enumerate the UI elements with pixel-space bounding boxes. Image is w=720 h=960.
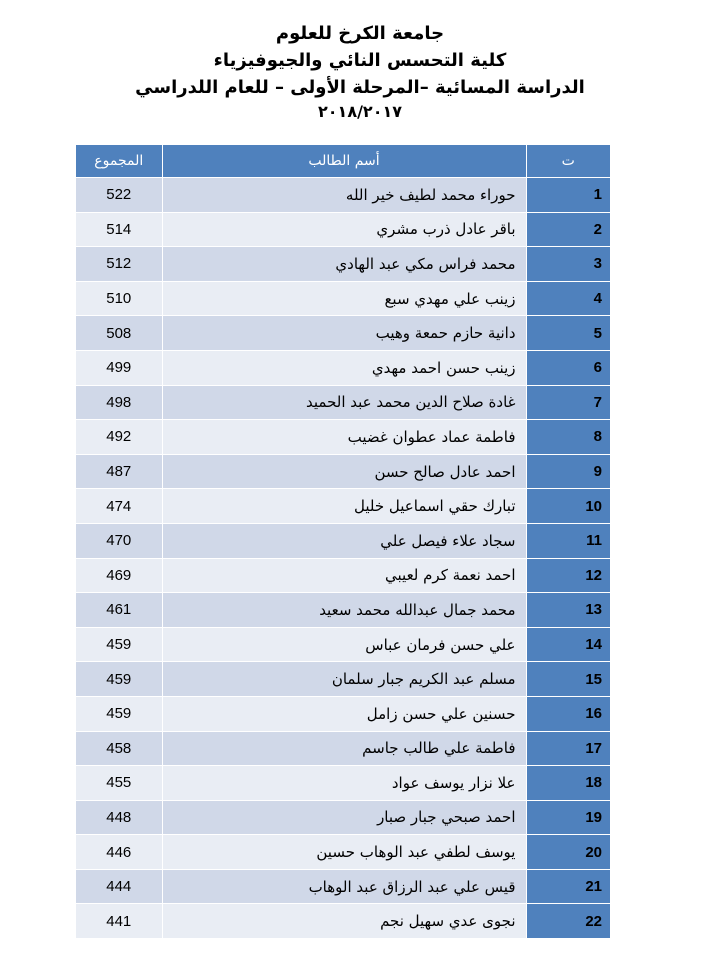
- table-row: [76, 731, 610, 766]
- student-name-cell: سجاد علاء فيصل علي: [162, 523, 526, 558]
- table-row: [76, 800, 610, 835]
- header-sequence-number: ت: [526, 145, 610, 178]
- student-name-cell: نجوى عدي سهيل نجم: [162, 904, 526, 938]
- total-score-cell: 514: [76, 212, 162, 247]
- student-name-cell: حوراء محمد لطيف خير الله: [162, 178, 526, 213]
- total-score-cell: 461: [76, 593, 162, 628]
- total-score-cell: 470: [76, 523, 162, 558]
- total-score-cell: 459: [76, 696, 162, 731]
- table-header-row: [76, 145, 610, 178]
- program-title: الدراسة المسائية –المرحلة الأولى – للعام اللدراسي: [135, 77, 585, 98]
- table-row: [76, 835, 610, 870]
- table-row: [76, 627, 610, 662]
- total-score-cell: 510: [76, 281, 162, 316]
- sequence-number-cell: 3: [526, 247, 610, 282]
- total-score-cell: 444: [76, 869, 162, 904]
- header-total: المجموع: [76, 145, 162, 178]
- sequence-number-cell: 19: [526, 800, 610, 835]
- total-score-cell: 441: [76, 904, 162, 938]
- sequence-number-cell: 18: [526, 766, 610, 801]
- student-name-cell: حسنين علي حسن زامل: [162, 696, 526, 731]
- table-row: [76, 212, 610, 247]
- table-row: [76, 489, 610, 524]
- table-row: [76, 593, 610, 628]
- university-title: جامعة الكرخ للعلوم: [275, 23, 445, 44]
- sequence-number-cell: 4: [526, 281, 610, 316]
- total-score-cell: 446: [76, 835, 162, 870]
- college-title: كلية التحسس النائي والجيوفيزياء: [213, 50, 507, 71]
- total-score-cell: 492: [76, 420, 162, 455]
- table-row: [76, 766, 610, 801]
- total-score-cell: 499: [76, 350, 162, 385]
- table-row: [76, 247, 610, 282]
- total-score-cell: 455: [76, 766, 162, 801]
- sequence-number-cell: 15: [526, 662, 610, 697]
- table-row: [76, 454, 610, 489]
- student-name-cell: مسلم عبد الكريم جبار سلمان: [162, 662, 526, 697]
- sequence-number-cell: 12: [526, 558, 610, 593]
- student-name-cell: علي حسن فرمان عباس: [162, 627, 526, 662]
- document-header: [0, 20, 720, 123]
- table-row: [76, 316, 610, 351]
- total-score-cell: 512: [76, 247, 162, 282]
- table-row: [76, 420, 610, 455]
- sequence-number-cell: 1: [526, 178, 610, 213]
- total-score-cell: 469: [76, 558, 162, 593]
- sequence-number-cell: 21: [526, 869, 610, 904]
- total-score-cell: 508: [76, 316, 162, 351]
- student-name-cell: زينب حسن احمد مهدي: [162, 350, 526, 385]
- header-student-name: أسم الطالب: [162, 145, 526, 178]
- total-score-cell: 498: [76, 385, 162, 420]
- student-name-cell: قيس علي عبد الرزاق عبد الوهاب: [162, 869, 526, 904]
- student-name-cell: فاطمة علي طالب جاسم: [162, 731, 526, 766]
- table-row: [76, 662, 610, 697]
- total-score-cell: 487: [76, 454, 162, 489]
- sequence-number-cell: 20: [526, 835, 610, 870]
- student-name-cell: احمد عادل صالح حسن: [162, 454, 526, 489]
- sequence-number-cell: 14: [526, 627, 610, 662]
- table-row: [76, 281, 610, 316]
- student-name-cell: باقر عادل ذرب مشري: [162, 212, 526, 247]
- sequence-number-cell: 5: [526, 316, 610, 351]
- sequence-number-cell: 13: [526, 593, 610, 628]
- student-name-cell: زينب علي مهدي سبع: [162, 281, 526, 316]
- table-row: [76, 904, 610, 938]
- sequence-number-cell: 10: [526, 489, 610, 524]
- student-name-cell: يوسف لطفي عبد الوهاب حسين: [162, 835, 526, 870]
- student-name-cell: دانية حازم حمعة وهيب: [162, 316, 526, 351]
- sequence-number-cell: 22: [526, 904, 610, 938]
- student-name-cell: علا نزار يوسف عواد: [162, 766, 526, 801]
- table-row: [76, 178, 610, 213]
- sequence-number-cell: 11: [526, 523, 610, 558]
- table-row: [76, 696, 610, 731]
- student-name-cell: فاطمة عماد عطوان غضيب: [162, 420, 526, 455]
- sequence-number-cell: 9: [526, 454, 610, 489]
- table-row: [76, 385, 610, 420]
- sequence-number-cell: 8: [526, 420, 610, 455]
- student-name-cell: محمد جمال عبدالله محمد سعيد: [162, 593, 526, 628]
- sequence-number-cell: 6: [526, 350, 610, 385]
- student-name-cell: احمد نعمة كرم لعيبي: [162, 558, 526, 593]
- student-name-cell: احمد صبحي جبار صبار: [162, 800, 526, 835]
- total-score-cell: 474: [76, 489, 162, 524]
- student-name-cell: غادة صلاح الدين محمد عبد الحميد: [162, 385, 526, 420]
- total-score-cell: 459: [76, 662, 162, 697]
- table-row: [76, 558, 610, 593]
- student-results-table: [76, 145, 610, 938]
- total-score-cell: 522: [76, 178, 162, 213]
- total-score-cell: 459: [76, 627, 162, 662]
- table-body: [76, 178, 610, 939]
- sequence-number-cell: 2: [526, 212, 610, 247]
- table-row: [76, 523, 610, 558]
- total-score-cell: 448: [76, 800, 162, 835]
- academic-year: ٢٠١٨/٢٠١٧: [318, 102, 402, 121]
- total-score-cell: 458: [76, 731, 162, 766]
- table-row: [76, 350, 610, 385]
- student-name-cell: محمد فراس مكي عبد الهادي: [162, 247, 526, 282]
- sequence-number-cell: 16: [526, 696, 610, 731]
- student-name-cell: تبارك حقي اسماعيل خليل: [162, 489, 526, 524]
- sequence-number-cell: 17: [526, 731, 610, 766]
- table-row: [76, 869, 610, 904]
- sequence-number-cell: 7: [526, 385, 610, 420]
